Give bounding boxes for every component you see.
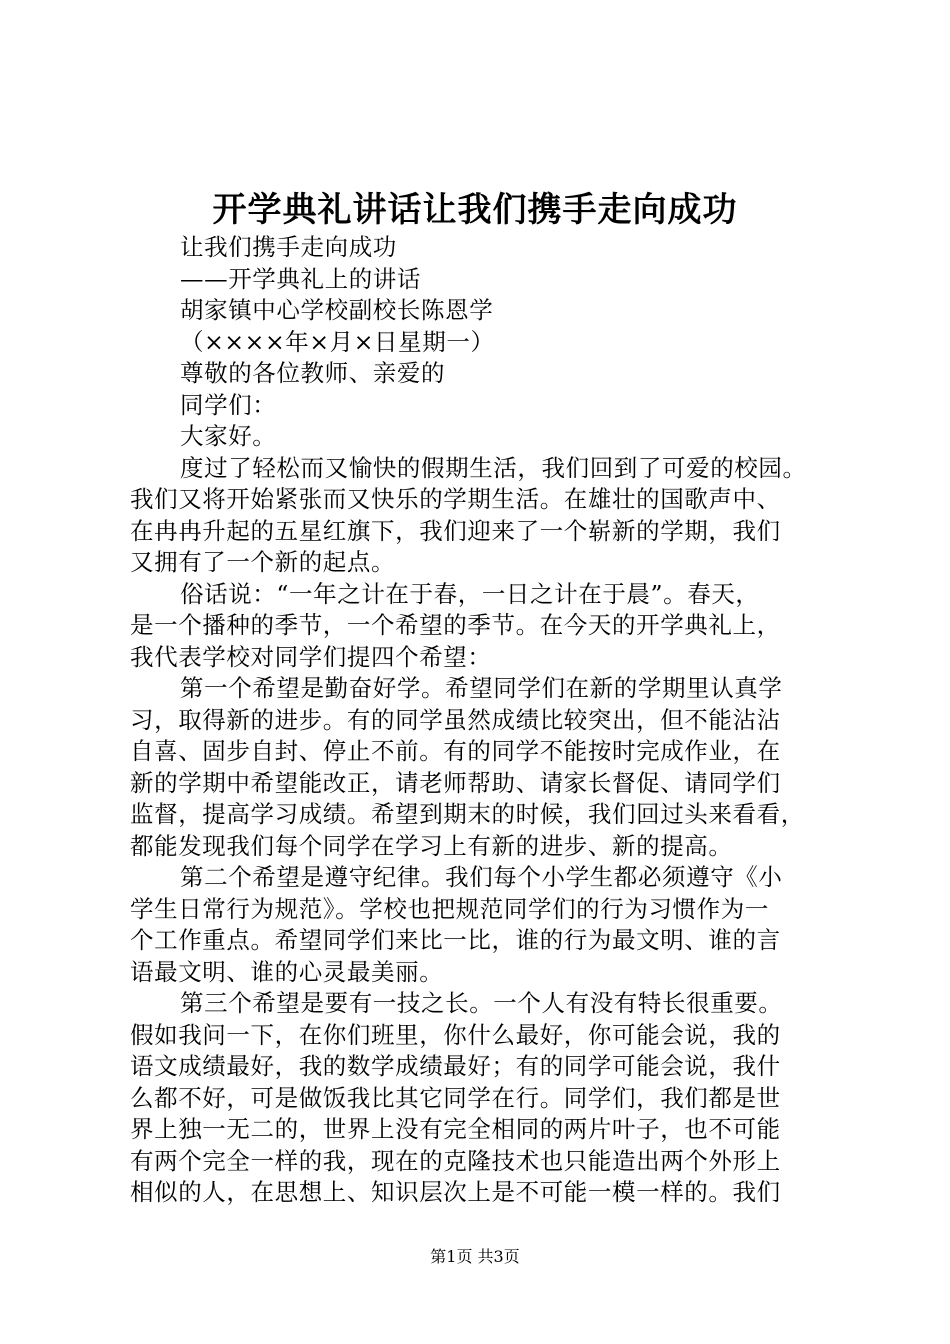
text-line: （××××年×月×日星期一） bbox=[180, 327, 495, 356]
text-line: 大家好。 bbox=[180, 422, 277, 450]
text-line: 让我们携手走向成功 bbox=[180, 233, 397, 261]
text-line: 新的学期中希望能改正，请老师帮助、请家长督促、请同学们 bbox=[130, 768, 781, 797]
page-footer: 第1页 共3页 bbox=[430, 1247, 520, 1266]
text-line: 同学们： bbox=[180, 390, 277, 419]
text-line: 我代表学校对同学们提四个希望： bbox=[130, 642, 492, 671]
text-line: 学生日常行为规范》。学校也把规范同学们的行为习惯作为一 bbox=[130, 894, 769, 923]
text-line: 么都不好，可是做饭我比其它同学在行。同学们，我们都是世 bbox=[130, 1083, 781, 1112]
text-line: 监督，提高学习成绩。希望到期末的时候，我们回过头来看看， bbox=[130, 800, 805, 828]
text-line: 度过了轻松而又愉快的假期生活，我们回到了可爱的校园。 bbox=[180, 453, 807, 482]
text-line: ——开学典礼上的讲话 bbox=[180, 264, 421, 293]
text-line: 个工作重点。希望同学们来比一比，谁的行为最文明、谁的言 bbox=[130, 926, 781, 954]
text-line: 都能发现我们每个同学在学习上有新的进步、新的提高。 bbox=[130, 831, 733, 860]
text-line: 有两个完全一样的我，现在的克隆技术也只能造出两个外形上 bbox=[130, 1146, 781, 1175]
document-title: 开学典礼讲话让我们携手走向成功 bbox=[212, 190, 738, 230]
document-body bbox=[130, 232, 830, 1209]
text-line: 语文成绩最好，我的数学成绩最好；有的同学可能会说，我什 bbox=[130, 1052, 781, 1080]
text-line: 相似的人，在思想上、知识层次上是不可能一模一样的。我们 bbox=[130, 1178, 781, 1206]
text-line: 自喜、固步自封、停止不前。有的同学不能按时完成作业，在 bbox=[130, 737, 781, 765]
text-line: 我们又将开始紧张而又快乐的学期生活。在雄壮的国歌声中、 bbox=[130, 485, 781, 513]
text-line: 尊敬的各位教师、亲爱的 bbox=[180, 359, 446, 387]
text-line: 第三个希望是要有一技之长。一个人有没有特长很重要。 bbox=[180, 989, 783, 1017]
text-line: 语最文明、谁的心灵最美丽。 bbox=[130, 957, 444, 986]
text-line: 俗话说：“一年之计在于春，一日之计在于晨”。春天， bbox=[180, 579, 760, 608]
text-line: 胡家镇中心学校副校长陈恩学 bbox=[180, 296, 494, 324]
text-line: 又拥有了一个新的起点。 bbox=[130, 548, 396, 576]
text-line: 第二个希望是遵守纪律。我们每个小学生都必须遵守《小 bbox=[180, 863, 783, 891]
text-line: 是一个播种的季节，一个希望的季节。在今天的开学典礼上， bbox=[130, 611, 781, 639]
text-line: 习，取得新的进步。有的同学虽然成绩比较突出，但不能沾沾 bbox=[130, 705, 781, 734]
text-line: 假如我问一下，在你们班里，你什么最好，你可能会说，我的 bbox=[130, 1020, 781, 1049]
text-line: 界上独一无二的，世界上没有完全相同的两片叶子，也不可能 bbox=[130, 1115, 781, 1143]
text-line: 在冉冉升起的五星红旗下，我们迎来了一个崭新的学期，我们 bbox=[130, 516, 781, 545]
text-line: 第一个希望是勤奋好学。希望同学们在新的学期里认真学 bbox=[180, 674, 783, 702]
